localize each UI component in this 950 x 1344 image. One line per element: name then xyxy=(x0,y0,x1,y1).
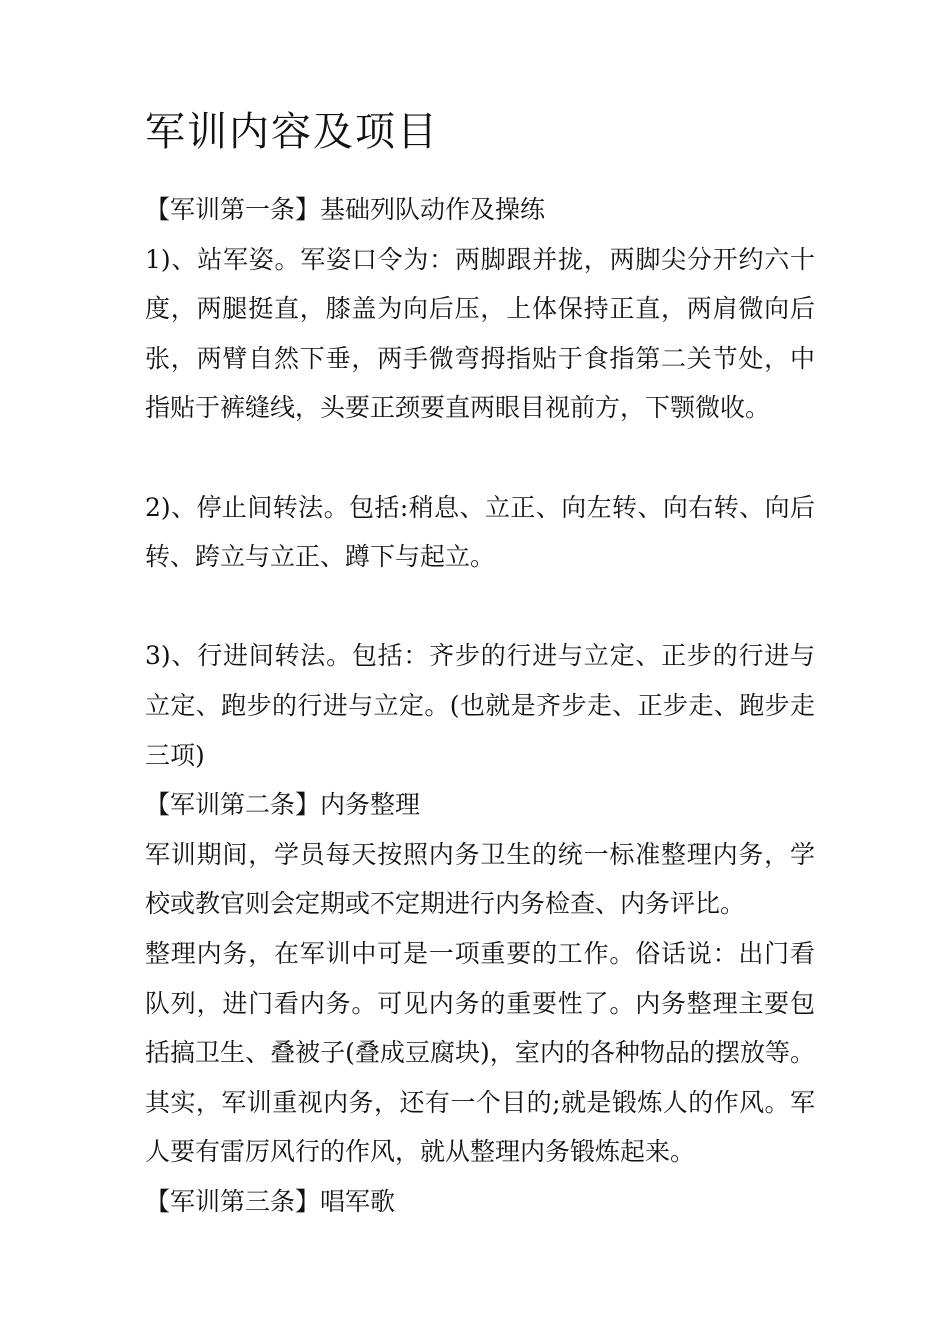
section-2-paragraph-1: 军训期间，学员每天按照内务卫生的统一标准整理内务，学校或教官则会定期或不定期进行内务检查、内务评比。 xyxy=(145,839,815,919)
section-2-paragraph-2: 整理内务，在军训中可是一项重要的工作。俗话说：出门看队列，进门看内务。可见内务的重要性了。内务整理主要包括搞卫生、叠被子(叠成豆腐块)，室内的各种物品的摆放等。其实，军训重视内务，还有一个目的;就是锻炼人的作风。军人要有雷厉风行的作风，就从整理内务锻炼起来。 xyxy=(145,938,815,1167)
section-1-paragraph-2: 2)、停止间转法。包括:稍息、立正、向左转、向右转、向后转、跨立与立正、蹲下与起立。 xyxy=(145,492,815,572)
document-title: 军训内容及项目 xyxy=(145,109,439,155)
document-body xyxy=(145,185,815,1226)
blank-line xyxy=(145,433,815,483)
section-1-paragraph-1: 1)、站军姿。军姿口令为：两脚跟并拢，两脚尖分开约六十度，两腿挺直，膝盖为向后压，上体保持正直，两肩微向后张，两臂自然下垂，两手微弯拇指贴于食指第二关节处，中指贴于裤缝线，头要正颈要直两眼目视前方，下颚微收。 xyxy=(145,244,815,423)
section-1-heading: 【军训第一条】基础列队动作及操练 xyxy=(145,195,546,224)
section-2-heading: 【军训第二条】内务整理 xyxy=(145,790,421,820)
section-3-heading: 【军训第三条】唱军歌 xyxy=(145,1186,396,1216)
blank-line xyxy=(145,582,815,632)
section-1-paragraph-3: 3)、行进间转法。包括：齐步的行进与立定、正步的行进与立定、跑步的行进与立定。(也就是齐步走、正步走、跑步走三项) xyxy=(145,641,815,770)
